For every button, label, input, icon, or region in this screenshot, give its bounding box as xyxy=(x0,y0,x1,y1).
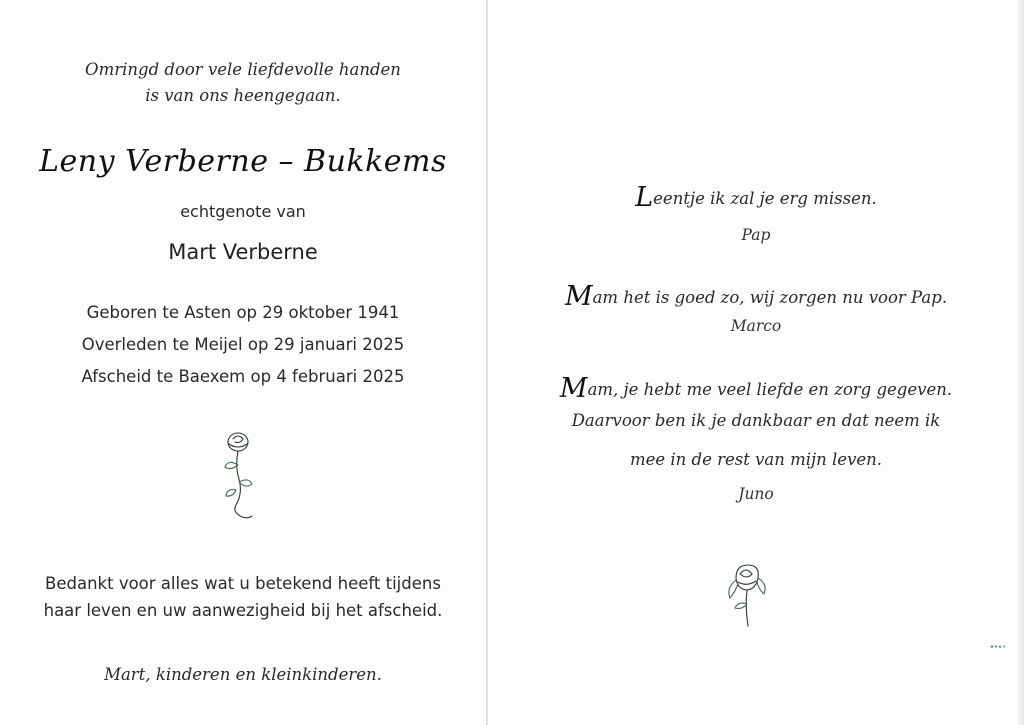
right-page xyxy=(488,0,1024,725)
left-page xyxy=(0,0,486,725)
death-line: Overleden te Meijel op 29 januari 2025 xyxy=(81,335,405,354)
message-3-line-2: Daarvoor ben ik je dankbaar en dat neem ik xyxy=(571,411,941,430)
intro-line-2: is van ons heengegaan. xyxy=(145,86,341,105)
message-1-text: Leentje ik zal je erg missen. xyxy=(635,182,877,213)
farewell-line: Afscheid te Baexem op 4 februari 2025 xyxy=(81,367,405,386)
deceased-name: Leny Verberne – Bukkems xyxy=(39,144,447,179)
relation-label: echtgenote van xyxy=(180,202,306,221)
message-1-signature: Pap xyxy=(741,226,771,244)
message-3-line-3: mee in de rest van mijn leven. xyxy=(629,450,883,469)
thanks-line-1: Bedankt voor alles wat u betekend heeft tijdens xyxy=(45,574,441,593)
ink-speck xyxy=(990,644,1006,649)
birth-line: Geboren te Asten op 29 oktober 1941 xyxy=(86,303,400,322)
message-3-initial: M xyxy=(559,373,588,404)
thanks-line-2: haar leven en uw aanwezigheid bij het afscheid. xyxy=(43,601,443,620)
family-signature: Mart, kinderen en kleinkinderen. xyxy=(104,665,382,684)
message-1-initial: L xyxy=(635,182,654,213)
rose-bud-icon xyxy=(722,558,770,630)
message-3-signature: Juno xyxy=(738,485,774,503)
spouse-name: Mart Verberne xyxy=(168,240,318,264)
intro-line-1: Omringd door vele liefdevolle handen xyxy=(85,60,401,79)
message-2-initial: M xyxy=(564,281,593,312)
message-2-signature: Marco xyxy=(730,317,782,335)
rose-stem-icon xyxy=(216,428,260,522)
message-2-text: Mam het is goed zo, wij zorgen nu voor Pap. xyxy=(564,281,948,312)
message-3-text: Mam, je hebt me veel liefde en zorg gegeven. xyxy=(559,373,953,404)
card-edge xyxy=(1018,0,1024,725)
